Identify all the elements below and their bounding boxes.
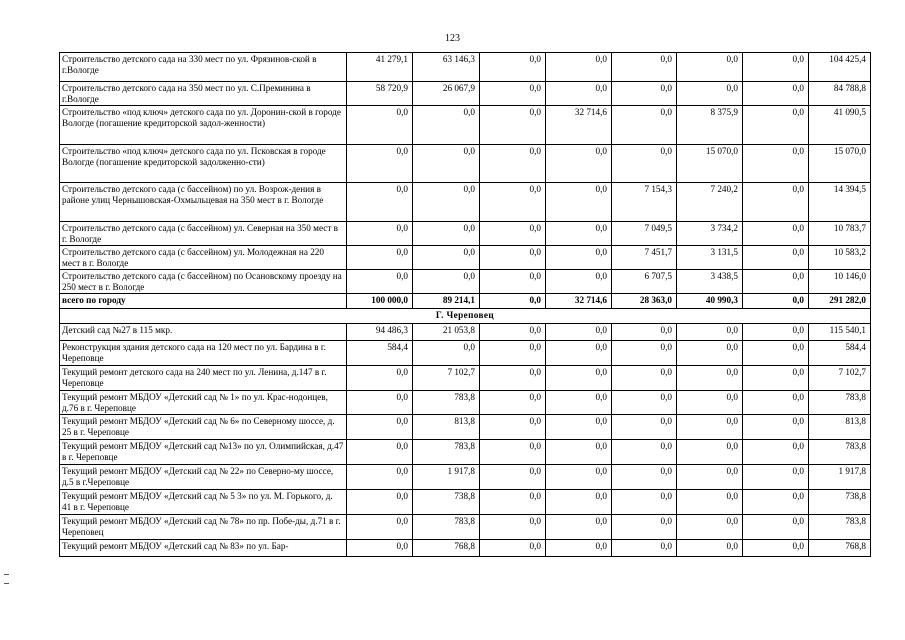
table-row [60, 440, 871, 465]
table-row [60, 183, 871, 222]
value-cell: 0,0 [413, 183, 480, 222]
value-cell: 10 146,0 [809, 270, 871, 294]
value-cell: 0,0 [612, 415, 677, 440]
budget-table [59, 52, 871, 557]
value-cell: 6 707,5 [612, 270, 677, 294]
value-cell: 0,0 [546, 222, 612, 246]
table-row [60, 465, 871, 490]
value-cell: 738,8 [809, 490, 871, 515]
value-cell: 0,0 [743, 324, 809, 341]
value-cell: 115 540,1 [809, 324, 871, 341]
value-cell: 0,0 [480, 106, 546, 145]
value-cell: 104 425,4 [809, 53, 871, 82]
value-cell: 32 714,6 [546, 294, 612, 309]
value-cell: 0,0 [480, 465, 546, 490]
value-cell: 94 486,3 [347, 324, 413, 341]
value-cell: 783,8 [413, 440, 480, 465]
value-cell: 3 438,5 [677, 270, 743, 294]
table-row [60, 246, 871, 270]
object-name: Текущий ремонт детского сада на 240 мест по ул. Ленина, д.147 в г. Череповце [60, 366, 347, 391]
value-cell: 0,0 [743, 270, 809, 294]
object-name: Строительство детского сада (с бассейном) ул. Молодежная на 220 мест в г. Вологде [60, 246, 347, 270]
object-name: Текущий ремонт МБДОУ «Детский сад № 1» по ул. Крас-нодонцев, д.76 в г. Череповце [60, 391, 347, 415]
value-cell: 10 783,7 [809, 222, 871, 246]
value-cell: 0,0 [546, 270, 612, 294]
value-cell: 0,0 [743, 106, 809, 145]
value-cell: 0,0 [480, 82, 546, 106]
value-cell: 0,0 [347, 465, 413, 490]
value-cell: 0,0 [413, 106, 480, 145]
value-cell: 3 734,2 [677, 222, 743, 246]
value-cell: 768,8 [809, 540, 871, 557]
object-name: Реконструкция здания детского сада на 120 мест по ул. Бардина в г. Череповце [60, 341, 347, 366]
value-cell: 0,0 [546, 366, 612, 391]
value-cell: 0,0 [612, 490, 677, 515]
value-cell: 0,0 [743, 82, 809, 106]
value-cell: 0,0 [546, 53, 612, 82]
value-cell: 0,0 [677, 440, 743, 465]
value-cell: 100 000,0 [347, 294, 413, 309]
value-cell: 0,0 [612, 106, 677, 145]
value-cell: 0,0 [480, 145, 546, 183]
value-cell: 21 053,8 [413, 324, 480, 341]
value-cell: 26 067,9 [413, 82, 480, 106]
value-cell: 0,0 [612, 465, 677, 490]
value-cell: 7 049,5 [612, 222, 677, 246]
value-cell: 0,0 [413, 222, 480, 246]
value-cell: 783,8 [413, 515, 480, 540]
value-cell: 0,0 [546, 415, 612, 440]
value-cell: 0,0 [546, 246, 612, 270]
value-cell: 0,0 [612, 540, 677, 557]
value-cell: 0,0 [743, 53, 809, 82]
value-cell: 1 917,8 [809, 465, 871, 490]
value-cell: 0,0 [413, 145, 480, 183]
value-cell: 15 070,0 [809, 145, 871, 183]
margin-mark [4, 574, 9, 575]
value-cell: 0,0 [480, 415, 546, 440]
object-name: Текущий ремонт МБДОУ «Детский сад № 22» по Северно-му шоссе, д.5 в г.Череповце [60, 465, 347, 490]
value-cell: 0,0 [677, 490, 743, 515]
table-row [60, 53, 871, 82]
value-cell: 0,0 [480, 183, 546, 222]
value-cell: 1 917,8 [413, 465, 480, 490]
table-row [60, 366, 871, 391]
table-row [60, 540, 871, 557]
value-cell: 84 788,8 [809, 82, 871, 106]
value-cell: 0,0 [546, 82, 612, 106]
value-cell: 0,0 [677, 53, 743, 82]
table-row [60, 82, 871, 106]
object-name: Строительство детского сада на 330 мест по ул. Фрязинов-ской в г.Вологде [60, 53, 347, 82]
table-row [60, 106, 871, 145]
value-cell: 0,0 [480, 270, 546, 294]
value-cell: 0,0 [677, 391, 743, 415]
value-cell: 0,0 [677, 515, 743, 540]
value-cell: 0,0 [480, 391, 546, 415]
value-cell: 0,0 [480, 440, 546, 465]
value-cell: 0,0 [546, 341, 612, 366]
table-body [60, 53, 871, 557]
value-cell: 7 154,3 [612, 183, 677, 222]
page-number: 123 [445, 33, 460, 44]
table-row [60, 515, 871, 540]
value-cell: 0,0 [480, 246, 546, 270]
value-cell: 8 375,9 [677, 106, 743, 145]
value-cell: 0,0 [677, 324, 743, 341]
value-cell: 0,0 [743, 222, 809, 246]
value-cell: 0,0 [743, 183, 809, 222]
value-cell: 0,0 [480, 540, 546, 557]
value-cell: 0,0 [413, 246, 480, 270]
value-cell: 0,0 [743, 246, 809, 270]
table-row [60, 415, 871, 440]
value-cell: 738,8 [413, 490, 480, 515]
city-section-title: Г. Череповец [60, 309, 871, 324]
value-cell: 89 214,1 [413, 294, 480, 309]
value-cell: 0,0 [347, 490, 413, 515]
value-cell: 783,8 [809, 440, 871, 465]
value-cell: 0,0 [480, 294, 546, 309]
value-cell: 32 714,6 [546, 106, 612, 145]
object-name: Текущий ремонт МБДОУ «Детский сад № 6» по Северному шоссе, д. 25 в г. Череповце [60, 415, 347, 440]
value-cell: 0,0 [612, 145, 677, 183]
value-cell: 0,0 [546, 515, 612, 540]
value-cell: 813,8 [413, 415, 480, 440]
table-row [60, 270, 871, 294]
value-cell: 0,0 [677, 415, 743, 440]
value-cell: 0,0 [743, 465, 809, 490]
value-cell: 7 451,7 [612, 246, 677, 270]
city-section-row [60, 309, 871, 324]
value-cell: 0,0 [480, 490, 546, 515]
table-row [60, 145, 871, 183]
value-cell: 28 363,0 [612, 294, 677, 309]
value-cell: 584,4 [809, 341, 871, 366]
value-cell: 0,0 [480, 324, 546, 341]
value-cell: 0,0 [347, 515, 413, 540]
total-row [60, 294, 871, 309]
value-cell: 0,0 [612, 391, 677, 415]
value-cell: 41 090,5 [809, 106, 871, 145]
value-cell: 10 583,2 [809, 246, 871, 270]
object-name: Детский сад №27 в 115 мкр. [60, 324, 347, 341]
value-cell: 7 240,2 [677, 183, 743, 222]
value-cell: 0,0 [612, 341, 677, 366]
value-cell: 0,0 [546, 440, 612, 465]
table-row [60, 490, 871, 515]
object-name: Текущий ремонт МБДОУ «Детский сад № 78» по пр. Побе-ды, д.71 в г. Череповец [60, 515, 347, 540]
table-row [60, 341, 871, 366]
table-row [60, 222, 871, 246]
value-cell: 0,0 [743, 490, 809, 515]
margin-mark [4, 583, 9, 584]
value-cell: 0,0 [347, 440, 413, 465]
object-name: Текущий ремонт МБДОУ «Детский сад № 5 3» по ул. М. Горького, д. 41 в г. Череповце [60, 490, 347, 515]
value-cell: 291 282,0 [809, 294, 871, 309]
table-row [60, 324, 871, 341]
value-cell: 0,0 [480, 515, 546, 540]
value-cell: 0,0 [612, 515, 677, 540]
value-cell: 0,0 [347, 540, 413, 557]
value-cell: 0,0 [347, 106, 413, 145]
value-cell: 0,0 [743, 391, 809, 415]
value-cell: 0,0 [743, 415, 809, 440]
value-cell: 3 131,5 [677, 246, 743, 270]
value-cell: 0,0 [677, 82, 743, 106]
value-cell: 15 070,0 [677, 145, 743, 183]
value-cell: 0,0 [347, 145, 413, 183]
value-cell: 0,0 [612, 82, 677, 106]
value-cell: 0,0 [480, 53, 546, 82]
value-cell: 0,0 [546, 490, 612, 515]
value-cell: 783,8 [809, 391, 871, 415]
table-row [60, 391, 871, 415]
value-cell: 0,0 [677, 366, 743, 391]
value-cell: 0,0 [546, 465, 612, 490]
total-label: всего по городу [60, 294, 347, 309]
value-cell: 0,0 [612, 53, 677, 82]
value-cell: 0,0 [546, 391, 612, 415]
value-cell: 0,0 [612, 440, 677, 465]
value-cell: 0,0 [743, 294, 809, 309]
value-cell: 0,0 [480, 341, 546, 366]
object-name: Строительство детского сада (с бассейном) ул. Северная на 350 мест в г. Вологде [60, 222, 347, 246]
object-name: Строительство детского сада на 350 мест по ул. С.Преминина в г.Вологде [60, 82, 347, 106]
object-name: Строительство «под ключ» детского сада по ул. Доронин-ской в городе Вологде (погашение кредиторской задол-женности) [60, 106, 347, 145]
value-cell: 0,0 [546, 183, 612, 222]
value-cell: 0,0 [347, 366, 413, 391]
value-cell: 584,4 [347, 341, 413, 366]
value-cell: 0,0 [546, 145, 612, 183]
value-cell: 0,0 [347, 246, 413, 270]
value-cell: 40 990,3 [677, 294, 743, 309]
object-name: Текущий ремонт МБДОУ «Детский сад № 83» по ул. Бар- [60, 540, 347, 557]
value-cell: 0,0 [480, 222, 546, 246]
value-cell: 7 102,7 [413, 366, 480, 391]
value-cell: 63 146,3 [413, 53, 480, 82]
value-cell: 0,0 [413, 270, 480, 294]
object-name: Строительство детского сада (с бассейном) по Осановскому проезду на 250 мест в г. Вологде [60, 270, 347, 294]
value-cell: 0,0 [347, 270, 413, 294]
value-cell: 14 394,5 [809, 183, 871, 222]
value-cell: 41 279,1 [347, 53, 413, 82]
value-cell: 0,0 [347, 415, 413, 440]
value-cell: 0,0 [347, 391, 413, 415]
value-cell: 0,0 [743, 440, 809, 465]
value-cell: 0,0 [743, 366, 809, 391]
value-cell: 0,0 [612, 366, 677, 391]
value-cell: 0,0 [480, 366, 546, 391]
value-cell: 58 720,9 [347, 82, 413, 106]
value-cell: 0,0 [743, 341, 809, 366]
value-cell: 0,0 [677, 341, 743, 366]
object-name: Текущий ремонт МБДОУ «Детский сад №13» по ул. Олимпийская, д.47 в г. Череповце [60, 440, 347, 465]
value-cell: 0,0 [743, 515, 809, 540]
value-cell: 0,0 [743, 145, 809, 183]
value-cell: 783,8 [413, 391, 480, 415]
value-cell: 0,0 [546, 540, 612, 557]
value-cell: 783,8 [809, 515, 871, 540]
value-cell: 0,0 [677, 540, 743, 557]
value-cell: 0,0 [546, 324, 612, 341]
value-cell: 0,0 [347, 222, 413, 246]
value-cell: 0,0 [413, 341, 480, 366]
value-cell: 0,0 [743, 540, 809, 557]
value-cell: 813,8 [809, 415, 871, 440]
object-name: Строительство детского сада (с бассейном) по ул. Возрож-дения в районе улиц Чернышовская-Охмыльцевая на 350 мест в г. Вологде [60, 183, 347, 222]
object-name: Строительство «под ключ» детского сада по ул. Псковская в городе Вологде (погашение кредиторской задолженно-сти) [60, 145, 347, 183]
value-cell: 7 102,7 [809, 366, 871, 391]
value-cell: 0,0 [612, 324, 677, 341]
value-cell: 0,0 [677, 465, 743, 490]
value-cell: 0,0 [347, 183, 413, 222]
value-cell: 768,8 [413, 540, 480, 557]
